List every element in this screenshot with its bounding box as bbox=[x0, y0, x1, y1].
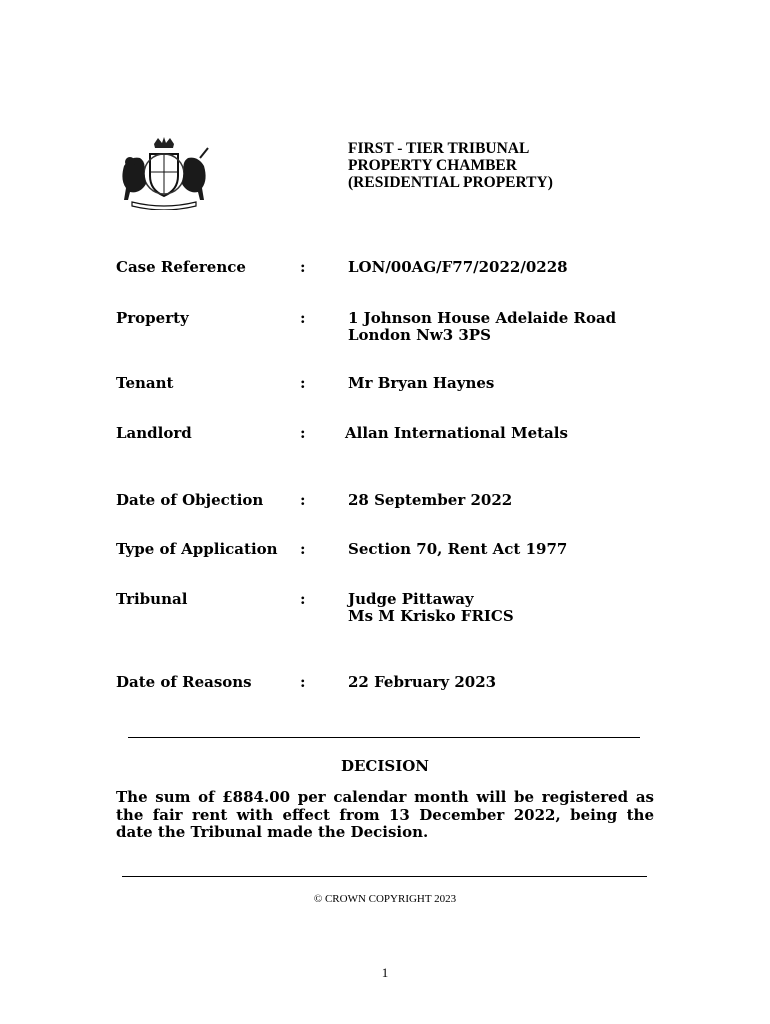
type-of-application-label: Type of Application bbox=[116, 540, 278, 558]
header-line-1: FIRST - TIER TRIBUNAL bbox=[348, 140, 530, 157]
type-of-application-value: Section 70, Rent Act 1977 bbox=[348, 540, 568, 558]
separator: : bbox=[300, 673, 306, 691]
header-line-3: (RESIDENTIAL PROPERTY) bbox=[348, 174, 553, 191]
property-label: Property bbox=[116, 309, 189, 327]
property-value-line-2: London Nw3 3PS bbox=[348, 326, 491, 344]
landlord-label: Landlord bbox=[116, 424, 192, 442]
separator: : bbox=[300, 258, 306, 276]
date-of-reasons-label: Date of Reasons bbox=[116, 673, 252, 691]
separator: : bbox=[300, 424, 306, 442]
date-of-reasons-value: 22 February 2023 bbox=[348, 673, 497, 691]
date-of-objection-label: Date of Objection bbox=[116, 491, 264, 509]
tribunal-value-line-1: Judge Pittaway bbox=[348, 590, 474, 608]
header-line-2: PROPERTY CHAMBER bbox=[348, 157, 517, 174]
separator: : bbox=[300, 491, 306, 509]
property-value-line-1: 1 Johnson House Adelaide Road bbox=[348, 309, 617, 327]
divider bbox=[122, 876, 647, 877]
divider bbox=[128, 737, 640, 738]
separator: : bbox=[300, 309, 306, 327]
case-reference-label: Case Reference bbox=[116, 258, 246, 276]
page-number: 1 bbox=[381, 965, 389, 980]
landlord-value: Allan International Metals bbox=[345, 424, 568, 442]
tenant-value: Mr Bryan Haynes bbox=[348, 374, 495, 392]
royal-coat-of-arms-icon bbox=[116, 136, 212, 210]
tribunal-value-line-2: Ms M Krisko FRICS bbox=[348, 607, 514, 625]
separator: : bbox=[300, 540, 306, 558]
tribunal-label: Tribunal bbox=[116, 590, 188, 608]
decision-title: DECISION bbox=[340, 757, 430, 775]
tribunal-header bbox=[348, 140, 553, 191]
tenant-label: Tenant bbox=[116, 374, 174, 392]
separator: : bbox=[300, 590, 306, 608]
separator: : bbox=[300, 374, 306, 392]
decision-text: The sum of £884.00 per calendar month will be registered as the fair rent with effect from 13 December 2022, being the date the Tribunal made the Decision. bbox=[116, 788, 654, 841]
case-reference-value: LON/00AG/F77/2022/0228 bbox=[348, 258, 568, 276]
copyright-notice: © CROWN COPYRIGHT 2023 bbox=[313, 893, 457, 905]
date-of-objection-value: 28 September 2022 bbox=[348, 491, 513, 509]
